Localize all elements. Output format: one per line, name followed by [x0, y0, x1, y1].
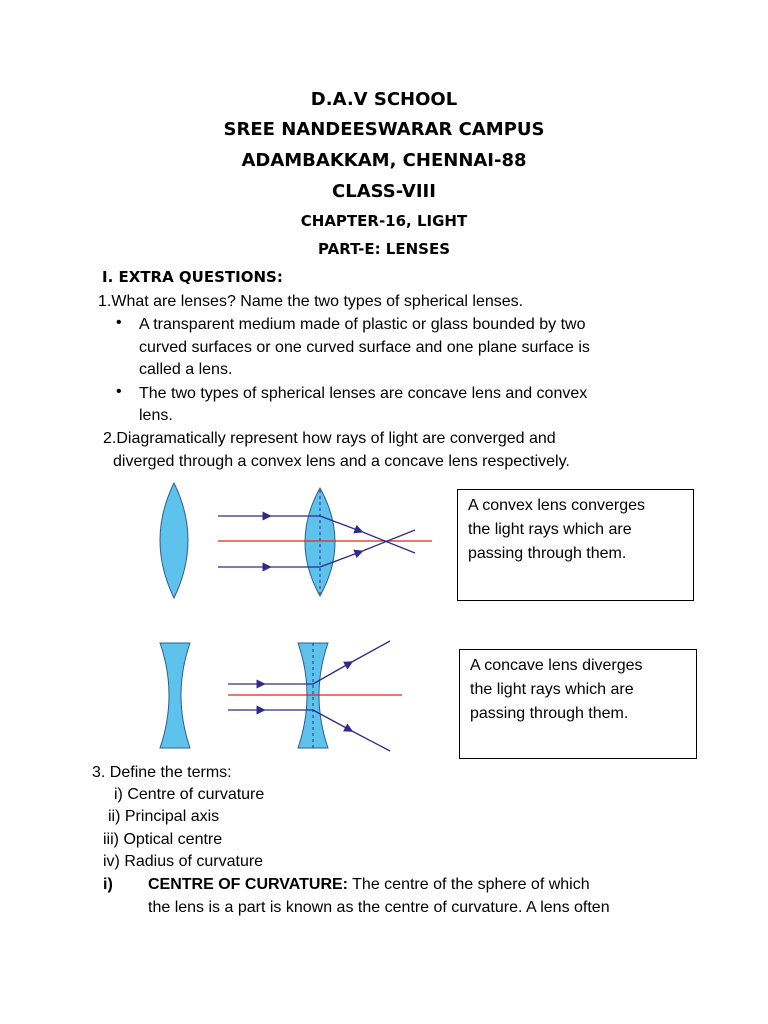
question-2-line-2: diverged through a convex lens and a concave lens respectively.	[113, 453, 570, 470]
convex-description-line: the light rays which are	[468, 521, 632, 538]
definition-numeral: i)	[103, 876, 113, 893]
definition-term: CENTRE OF CURVATURE:	[148, 876, 348, 893]
class-title: CLASS-VIII	[332, 181, 436, 202]
answer-2-line-1: The two types of spherical lenses are concave lens and convex	[139, 385, 588, 402]
concave-description-line: A concave lens diverges	[470, 657, 643, 674]
convex-description-box	[457, 489, 694, 601]
chapter-title: CHAPTER-16, LIGHT	[300, 212, 468, 230]
campus-name: SREE NANDEESWARAR CAMPUS	[223, 119, 545, 140]
convex-description-line: passing through them.	[468, 545, 627, 562]
answer-1-line-2: curved surfaces or one curved surface and one plane surface is	[139, 339, 590, 356]
convex-lens-shape	[160, 483, 188, 598]
section-title: I. EXTRA QUESTIONS:	[102, 268, 283, 286]
question-3: 3. Define the terms:	[92, 764, 232, 781]
definition-line-1	[148, 874, 590, 896]
term-item: ii) Principal axis	[108, 808, 220, 825]
concave-lens-shape	[160, 643, 190, 748]
concave-description-box	[459, 649, 697, 759]
question-2-line-1: 2.Diagramatically represent how rays of light are converged and	[103, 430, 556, 447]
answer-1-line-3: called a lens.	[139, 361, 233, 378]
convex-description-line: A convex lens converges	[468, 497, 645, 514]
answer-1-line-1: A transparent medium made of plastic or glass bounded by two	[139, 316, 586, 333]
school-address: ADAMBAKKAM, CHENNAI-88	[241, 150, 527, 171]
bullet-icon: •	[116, 383, 122, 400]
definition-line-2: the lens is a part is known as the centre of curvature. A lens often	[148, 899, 610, 916]
term-item: iv) Radius of curvature	[103, 853, 264, 870]
part-title: PART-E: LENSES	[317, 240, 451, 258]
answer-2-line-2: lens.	[139, 407, 173, 424]
concave-lens-diagram	[150, 638, 440, 758]
concave-description-line: passing through them.	[470, 705, 629, 722]
bullet-icon: •	[116, 314, 122, 331]
concave-description-line: the light rays which are	[470, 681, 634, 698]
question-1: 1.What are lenses? Name the two types of spherical lenses.	[98, 293, 524, 310]
definition-text: The centre of the sphere of which	[348, 876, 590, 893]
convex-lens-diagram	[150, 478, 440, 603]
term-item: i) Centre of curvature	[114, 786, 265, 803]
school-name: D.A.V SCHOOL	[310, 89, 458, 110]
term-item: iii) Optical centre	[103, 831, 223, 848]
